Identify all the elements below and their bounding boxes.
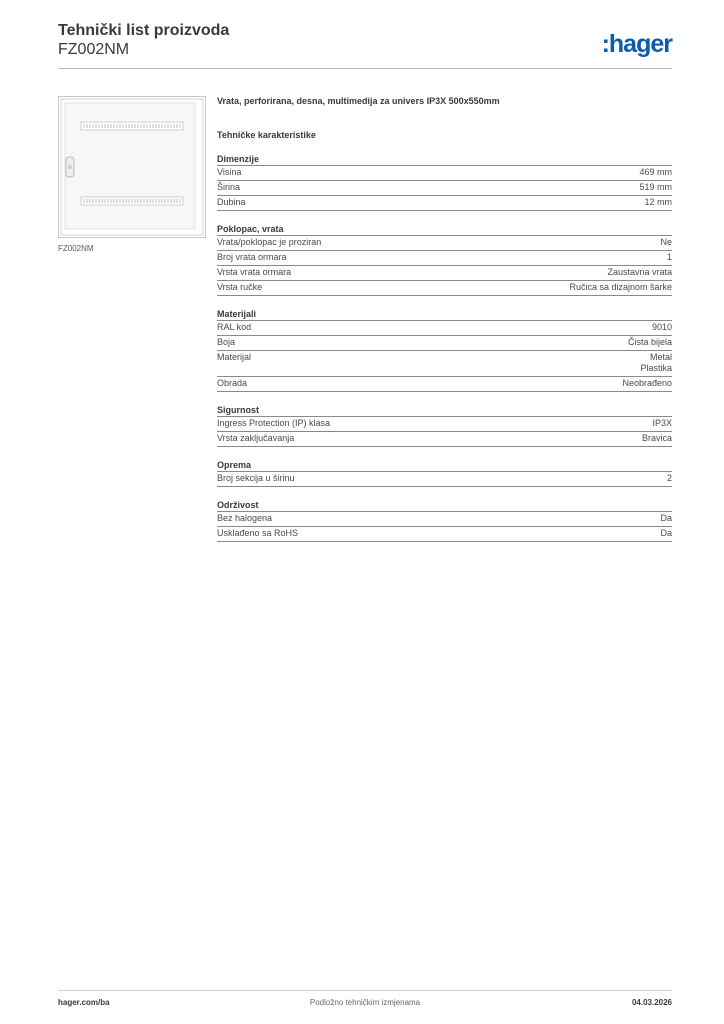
spec-row [217,417,672,432]
spec-value-line: 2 [666,473,672,483]
spec-row [217,351,672,377]
spec-section [217,153,672,211]
spec-value [660,237,672,248]
spec-value [660,528,672,539]
spec-value-line: 12 mm [644,197,672,207]
spec-value-line: 9010 [651,322,672,332]
spec-row [217,236,672,251]
section-title: Poklopac, vrata [217,223,672,236]
spec-value [628,337,672,348]
section-title: Oprema [217,459,672,472]
spec-label: RAL kod [217,322,252,332]
spec-row [217,336,672,351]
spec-value-line: Da [660,528,672,538]
spec-label: Usklađeno sa RoHS [217,528,299,538]
product-image [58,96,206,238]
logo-text: hager [608,30,672,58]
spec-value-line: 469 mm [639,167,672,177]
spec-value [607,267,672,278]
spec-section [217,404,672,447]
image-caption: FZ002NM [58,244,94,253]
spec-row [217,512,672,527]
spec-row [217,251,672,266]
spec-section [217,459,672,487]
spec-label: Visina [217,167,242,177]
spec-value-line: Bravica [641,433,672,443]
spec-label: Boja [217,337,236,347]
header-divider [58,68,672,69]
footer-notice: Podložno tehničkim izmjenama [309,998,421,1007]
spec-value-line: Ne [660,237,672,247]
spec-row [217,472,672,487]
spec-value [639,182,672,193]
spec-content [217,96,672,554]
section-title: Održivost [217,499,672,512]
spec-label: Vrsta vrata ormara [217,267,292,277]
spec-label: Obrada [217,378,248,388]
spec-row [217,281,672,296]
spec-label: Broj vrata ormara [217,252,287,262]
spec-row [217,266,672,281]
perforated-door-icon [59,97,205,237]
section-title: Dimenzije [217,153,672,166]
spec-label: Materijal [217,352,252,362]
spec-label: Vrsta zaključavanja [217,433,295,443]
spec-value [642,433,672,444]
logo-mark-icon: : [601,30,609,58]
spec-value-line: Neobrađeno [622,378,672,388]
spec-value-line: Zaustavna vrata [607,267,672,277]
spec-value [667,252,672,263]
spec-label: Vrata/poklopac je proziran [217,237,322,247]
spec-value-line: Čista bijela [627,337,672,347]
spec-value [640,352,672,374]
spec-sections [217,153,672,542]
spec-value [644,197,672,208]
spec-row [217,321,672,336]
spec-row [217,196,672,211]
spec-value-line: 519 mm [639,182,672,192]
page-header [58,22,672,60]
spec-value [667,473,672,484]
spec-value-line: Plastika [640,363,672,373]
spec-value-line: 1 [666,252,672,262]
spec-label: Dubina [217,197,246,207]
spec-value [652,418,672,429]
spec-value-line: IP3X [652,418,672,428]
spec-value-line: Ručica sa dizajnom šarke [569,282,672,292]
spec-label: Širina [217,182,241,192]
document-title: Tehnički list proizvoda [58,22,230,39]
section-title: Materijali [217,308,672,321]
spec-section [217,499,672,542]
spec-value [622,378,672,389]
spec-value [652,322,672,333]
spec-label: Bez halogena [217,513,273,523]
product-description: Vrata, perforirana, desna, multimedija za univers IP3X 500x550mm [217,96,500,106]
spec-value [569,282,672,293]
section-title: Sigurnost [217,404,672,417]
spec-row [217,166,672,181]
footer-divider [58,990,672,991]
spec-label: Broj sekcija u širinu [217,473,295,483]
spec-label: Ingress Protection (IP) klasa [217,418,331,428]
tech-characteristics-heading: Tehničke karakteristike [217,130,316,140]
footer-website: hager.com/ba [58,998,110,1007]
product-code: FZ002NM [58,41,130,58]
spec-section [217,223,672,296]
spec-value [660,513,672,524]
spec-value-line: Da [660,513,672,523]
spec-label: Vrsta ručke [217,282,263,292]
hager-logo [602,30,672,59]
spec-row [217,527,672,542]
spec-row [217,432,672,447]
spec-value [639,167,672,178]
spec-row [217,377,672,392]
spec-section [217,308,672,392]
spec-row [217,181,672,196]
spec-value-line: Metal [649,352,672,362]
footer-date: 04.03.2026 [631,998,672,1007]
